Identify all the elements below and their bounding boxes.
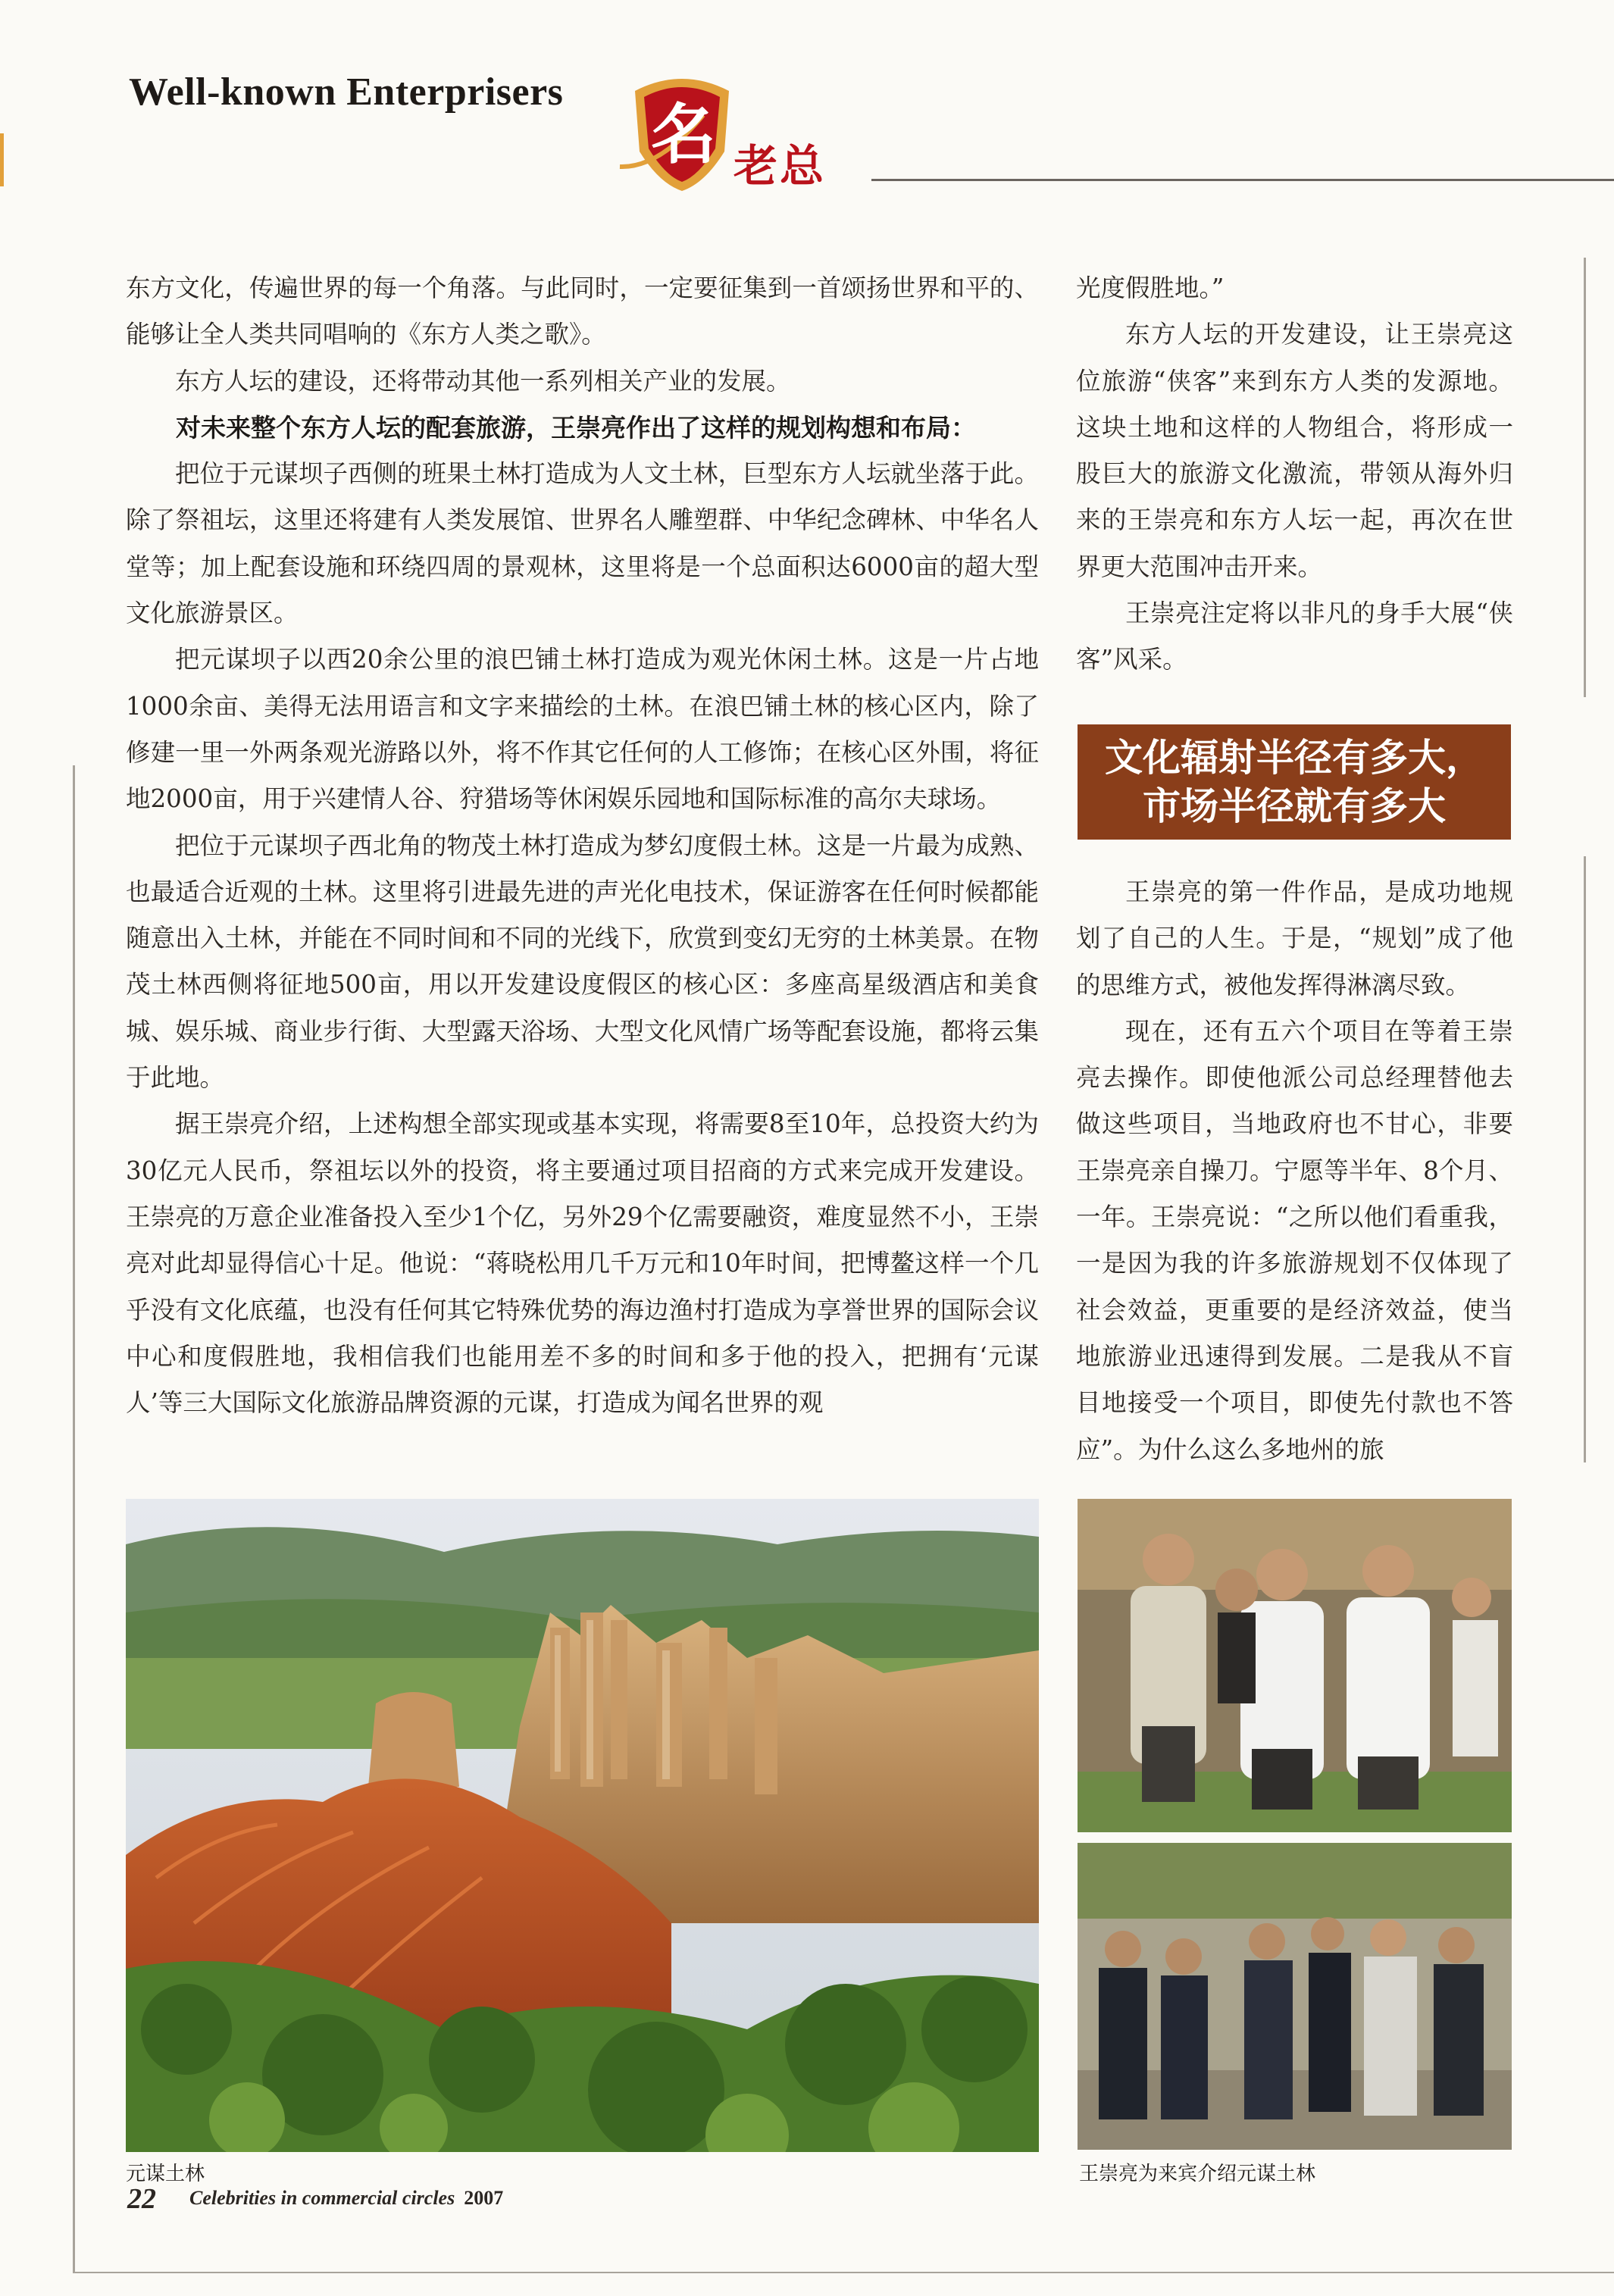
- people-photo-top: [1078, 1499, 1512, 1832]
- banner-line-1: 文化辐射半径有多大，: [1105, 735, 1484, 780]
- left-text-column: [126, 265, 1039, 1426]
- header-rule: [871, 179, 1614, 181]
- magazine-year: 2007: [464, 2187, 504, 2209]
- landscape-photo: [126, 1499, 1039, 2152]
- people-photo-bottom: [1078, 1843, 1512, 2150]
- header-english-title: Well-known Enterprisers: [129, 70, 564, 114]
- right-text-column-bottom: [1076, 869, 1513, 1473]
- paragraph: 现在，还有五六个项目在等着王崇亮去操作。即使他派公司总经理替他去做这些项目，当地政府也不甘心，非要王崇亮亲自操刀。宁愿等半年、8个月、一年。王崇亮说：“之所以他们看重我，一是因为我的许多旅游规划不仅体现了社会效益，更重要的是经济效益，使当地旅游业迅速得到发展。二是我从不盲目地接受一个项目，即使先付款也不答应”。为什么这么多地州的旅: [1076, 1016, 1513, 1464]
- paragraph: 据王崇亮介绍，上述构想全部实现或基本实现，将需要8至10年，总投资大约为30亿元人民币，祭祖坛以外的投资，将主要通过项目招商的方式来完成开发建设。王崇亮的万意企业准备投入至少1个亿，另外29个亿需要融资，难度显然不小，王崇亮对此却显得信心十足。他说：“蒋晓松用几千万元和10年时间，把博鳌这样一个几乎没有文化底蕴，也没有任何其它特殊优势的海边渔村打造成为享誉世界的国际会议中心和度假胜地，我相信我们也能用差不多的时间和多于他的投入，把拥有‘元谋人’等三大国际文化旅游品牌资源的元谋，打造成为闻名世界的观: [126, 1109, 1039, 1418]
- magazine-name: Celebrities in commercial circles: [189, 2187, 455, 2209]
- paragraph: 光度假胜地。”: [1076, 274, 1225, 302]
- paragraph: 把位于元谋坝子西侧的班果土林打造成为人文土林，巨型东方人坛就坐落于此。除了祭祖坛，这里还将建有人类发展馆、世界名人雕塑群、中华纪念碑林、中华名人堂等；加上配套设施和环绕四周的景观林，这里将是一个总面积达6000亩的超大型文化旅游景区。: [126, 459, 1039, 628]
- paragraph: 东方文化，传遍世界的每一个角落。与此同时，一定要征集到一首颂扬世界和平的、能够让全人类共同唱响的《东方人类之歌》。: [126, 274, 1039, 349]
- paragraph: 把位于元谋坝子西北角的物茂土林打造成为梦幻度假土林。这是一片最为成熟、也最适合近观的土林。这里将引进最先进的声光化电技术，保证游客在任何时候都能随意出入土林，并能在不同时间和不同的光线下，欣赏到变幻无穷的土林美景。在物茂土林西侧将征地500亩，用以开发建设度假区的核心区：多座高星级酒店和美食城、娱乐城、商业步行街、大型露天浴场、大型文化风情广场等配套设施，都将云集于此地。: [126, 831, 1039, 1093]
- header-accent-bar: [0, 133, 4, 186]
- paragraph: 东方人坛的开发建设，让王崇亮这位旅游“侠客”来到东方人类的发源地。这块土地和这样的人物组合，将形成一股巨大的旅游文化激流，带领从海外归来的王崇亮和东方人坛一起，再次在世界更大范围冲击开来。: [1076, 320, 1513, 581]
- people-photo-caption: 王崇亮为来宾介绍元谋土林: [1079, 2163, 1316, 2185]
- left-margin-rule: [73, 765, 75, 2273]
- page-number: 22: [127, 2183, 156, 2215]
- name-badge-logo: [614, 70, 750, 202]
- badge-character: 名: [651, 96, 716, 173]
- section-heading-banner: [1078, 724, 1511, 840]
- paragraph: 王崇亮的第一件作品，是成功地规划了自己的人生。于是，“规划”成了他的思维方式，被他发挥得淋漓尽致。: [1076, 877, 1513, 999]
- paragraph: 王崇亮注定将以非凡的身手大展“侠客”风采。: [1076, 599, 1513, 674]
- landscape-photo-caption: 元谋土林: [126, 2163, 205, 2185]
- bottom-margin-rule: [73, 2272, 1614, 2273]
- bold-lead-paragraph: 对未来整个东方人坛的配套旅游，王崇亮作出了这样的规划构想和布局：: [176, 412, 976, 443]
- right-text-column-top: [1076, 265, 1513, 683]
- right-column-rule-bottom: [1584, 856, 1586, 1462]
- paragraph: 把元谋坝子以西20余公里的浪巴铺土林打造成为观光休闲土林。这是一片占地1000余亩、美得无法用语言和文字来描绘的土林。在浪巴铺土林的核心区内，除了修建一里一外两条观光游路以外，将不作其它任何的人工修饰；在核心区外围，将征地2000亩，用于兴建情人谷、狩猎场等休闲娱乐园地和国际标准的高尔夫球场。: [126, 645, 1039, 814]
- paragraph: 东方人坛的建设，还将带动其他一系列相关产业的发展。: [175, 366, 791, 396]
- magazine-footer: [189, 2187, 503, 2210]
- header-chinese-title: 老总: [733, 140, 827, 192]
- banner-line-2: 市场半径就有多大: [1143, 784, 1446, 828]
- right-column-rule-top: [1584, 258, 1586, 697]
